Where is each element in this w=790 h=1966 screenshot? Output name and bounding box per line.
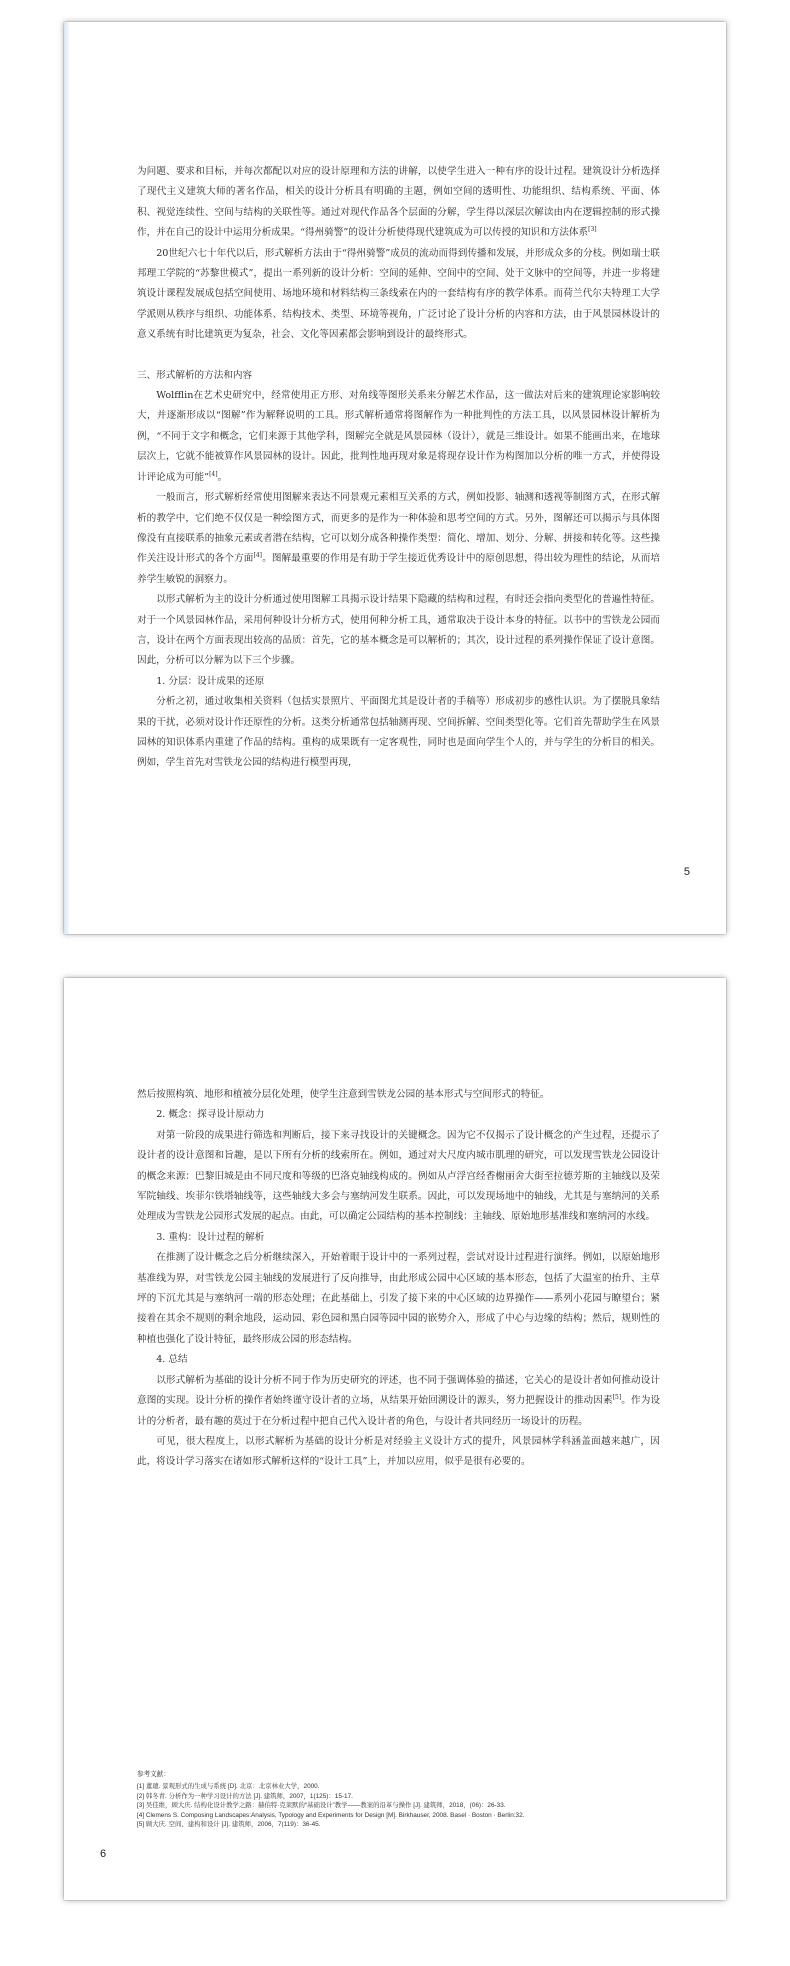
paragraph: 以形式解析为基础的设计分析不同于作为历史研究的评述，也不同于强调体验的描述，它关心的是设计者如何推动设计意图的实现。设计分析的操作者始终谨守设计者的立场，从结果开始回溯设计的源头，努力把握设计的推动因素[5]。作为设计的分析者，最有趣的莫过于在分析过程中把自己代入设计者的角色，与设计者共同经历一场设计的历程。 [137, 1374, 661, 1427]
citation: [5] [612, 1393, 622, 1401]
page-number: 5 [683, 866, 690, 878]
reference-item: [1] 董璁. 景观形式的生成与系统 [D]. 北京：北京林业大学，2000. [137, 1783, 320, 1791]
references [137, 1770, 666, 1830]
page-5-body [137, 162, 660, 774]
paragraph: Wolfflin在艺术史研究中，经常使用正方形、对角线等图形关系来分解艺术作品，这一做法对后来的建筑理论家影响较大，并逐渐形成以“图解”作为解释说明的工具。形式解析通常将图解作为一种批判性的方法工具，以风景园林设计解析为例，“不同于文字和概念，它们来源于其他学科，图解完全就是风景园林（设计），就是三维设计。如果不能画出来，在地球层次上，它就不能被算作风景园林的设计。因此，批判性地再现对象是将现存设计作为构图加以分析的唯一方式，并使得设计评论成为可能”[4]。 [137, 390, 660, 483]
page-number: 6 [100, 1848, 107, 1860]
paragraph: 以形式解析为主的设计分析通过使用图解工具揭示设计结果下隐藏的结构和过程，有时还会指向类型化的普遍性特征。对于一个风景园林作品，采用何种设计分析方式，使用何种分析工具，通常取决于设计本身的特征。以书中的雪铁龙公园而言，设计在两个方面表现出较高的品质：首先，它的基本概念是可以解析的；其次，设计过程的系列操作保证了设计意图。因此，分析可以分解为以下三个步骤。 [137, 594, 660, 667]
paragraph: 20世纪六七十年代以后，形式解析方法由于“得州骑警”成员的流动而得到传播和发展，并形成众多的分枝。例如瑞士联邦理工学院的“苏黎世模式”，提出一系列新的设计分析：空间的延伸、空间中的空间、处于文脉中的空间等，并进一步将建筑设计课程发展成包括空间使用、场地环境和材料结构三条线索在内的一套结构有序的教学体系。而荷兰代尔夫特理工大学学派则从秩序与组织、功能体系、结构技术、类型、环境等视角，广泛讨论了设计分析的内容和方法，由于风景园林设计的意义系统有时比建筑更为复杂，社会、文化等因素都会影响到设计的最终形式。 [137, 247, 660, 341]
reference-item: [2] 韩冬青. 分析作为一种学习设计的方法 [J]. 建筑师，2007，1(125)：15-17. [137, 1792, 353, 1800]
paragraph: 然后按照构筑、地形和植被分层化处理，使学生注意到雪铁龙公园的基本形式与空间形式的特征。 [137, 1089, 550, 1100]
reference-item: [3] 吴佳维，顾大庆. 结构化设计教学之路：赫伯特·克莱默的“基础设计”教学——教案的沿革与操作 [J]. 建筑师，2018，(06)：26-33. [137, 1802, 506, 1810]
references-title: 参考文献： [137, 1771, 170, 1779]
citation: [4] [253, 552, 262, 560]
citation: [4] [209, 470, 218, 478]
paragraph: 为问题、要求和目标，并每次都配以对应的设计原理和方法的讲解，以使学生进入一种有序的设计过程。建筑设计分析选择了现代主义建筑大师的著名作品，相关的设计分析具有明确的主题，例如空间的透明性、功能组织、结构系统、平面、体积、视觉连续性、空间与结构的关联性等。通过对现代作品各个层面的分解，学生得以深层次解读由内在逻辑控制的形式操作，并在自己的设计中运用分析成果。“得州骑警”的设计分析使得现代建筑成为可以传授的知识和方法体系[3] [137, 166, 660, 239]
page-spine-shadow [64, 22, 69, 934]
subsection-heading: 3. 重构：设计过程的解析 [156, 1231, 265, 1243]
paragraph: 一般而言，形式解析经常使用图解来表达不同景观元素相互关系的方式，例如投影、轴测和透视等制图方式，在形式解析的教学中，它们绝不仅仅是一种绘图方式，而更多的是作为一种体验和思考空间的方式。另外，图解还可以揭示与具体图像没有直接联系的抽象元素或者潜在结构，它可以划分成各种操作类型：简化、增加、划分、分解、拼接和转化等。这些操作关注设计形式的各个方面[4]。图解最重要的作用是有助于学生接近优秀设计中的原创思想，得出较为理性的结论，从而培养学生敏锐的洞察力。 [137, 492, 661, 585]
document-page-6 [64, 978, 726, 1900]
reference-item: [4] Clemens S. Composing Landscapes:Analysis, Typology and Experiments for Design [M]. Birkhauser, 2008. Basel · Boston · Berlin:32. [137, 1811, 525, 1819]
section-heading: 三、形式解析的方法和内容 [137, 369, 253, 381]
page-6-body [137, 1085, 660, 1473]
subsection-heading: 4. 总结 [156, 1354, 188, 1366]
subsection-heading: 1. 分层：设计成果的还原 [156, 675, 265, 687]
citation: [3] [588, 226, 597, 234]
reference-item: [5] 顾大庆. 空间、建构和设计 [J]. 建筑师，2006，7(119)：36-45. [137, 1821, 321, 1829]
paragraph: 分析之初，通过收集相关资料（包括实景照片、平面图尤其是设计者的手稿等）形成初步的感性认识。为了摆脱具象结果的干扰，必须对设计作还原性的分析。这类分析通常包括轴测再现、空间拆解、空间类型化等。它们首先帮助学生在风景园林的知识体系内重建了作品的结构。重构的成果既有一定客观性，同时也是面向学生个人的，并与学生的分析目的相关。例如，学生首先对雪铁龙公园的结构进行模型再现， [137, 696, 660, 769]
paragraph: 在推测了设计概念之后分析继续深入，开始着眼于设计中的一系列过程，尝试对设计过程进行演绎。例如，以原始地形基准线为界，对雪铁龙公园主轴线的发展进行了反向推导，由此形成公园中心区域的基本形态，包括了大温室的抬升、主草坪的下沉尤其是与塞纳河一端的形态处理；在此基础上，引发了接下来的中心区域的边界操作——系列小花园与瞭望台；紧接着在其余不规则的剩余地段，运动园、彩色园和黑白园等园中园的嵌势介入，形成了中心与边缘的结构；然后，规则性的种植也强化了设计特征，最终形成公园的形态结构。 [137, 1252, 660, 1345]
subsection-heading: 2. 概念：探寻设计原动力 [156, 1109, 265, 1121]
paragraph: 对第一阶段的成果进行筛选和判断后，接下来寻找设计的关键概念。因为它不仅揭示了设计概念的产生过程，还提示了设计者的设计意图和旨趣，是以下所有分析的线索所在。例如，通过对大尺度内城市肌理的研究，可以发现雪铁龙公园设计的概念来源：巴黎旧城是由不同尺度和等级的巴洛克轴线构成的。例如从卢浮宫经香榭丽舍大街至拉德芳斯的主轴线以及荣军院轴线、埃菲尔铁塔轴线等，这些轴线大多会与塞纳河发生联系。因此，可以发现场地中的轴线，尤其是与塞纳河的关系处理成为雪铁龙公园形式发展的起点。由此，可以确定公园结构的基本控制线：主轴线、原始地形基准线和塞纳河的水线。 [137, 1129, 660, 1223]
document-page-5 [64, 22, 726, 934]
paragraph: 可见，很大程度上，以形式解析为基础的设计分析是对经验主义设计方式的提升，风景园林学科涵盖面越来越广，因此，将设计学习落实在诸如形式解析这样的“设计工具”上，并加以应用，似乎是很有必要的。 [137, 1435, 660, 1468]
